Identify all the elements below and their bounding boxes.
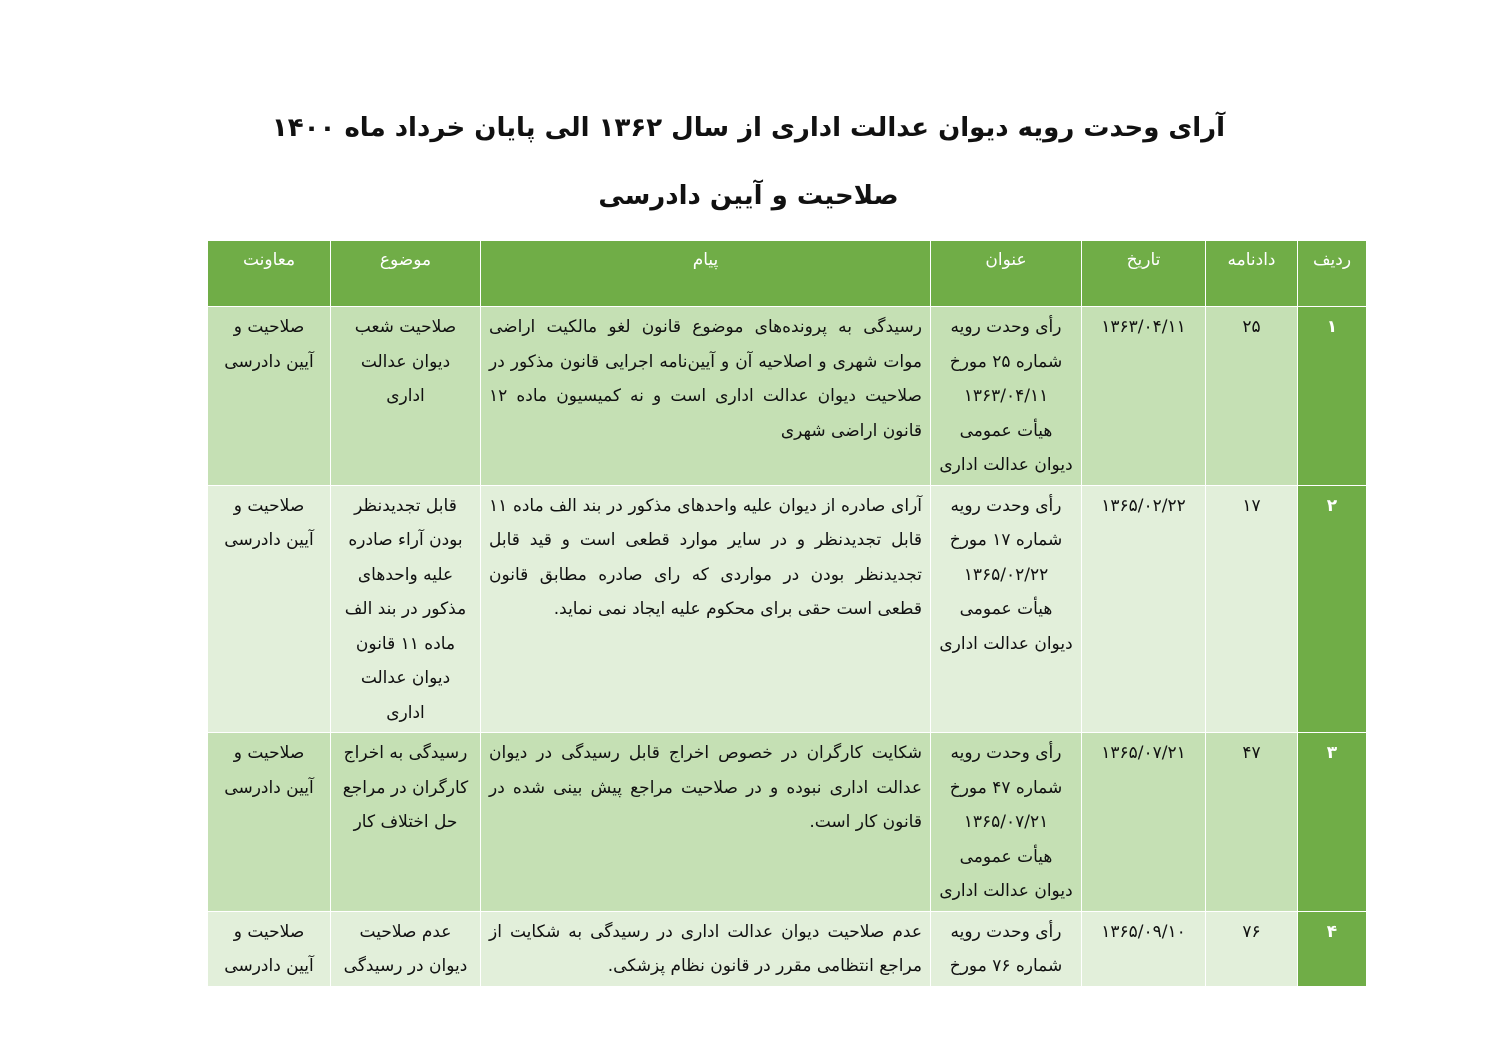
header-subject: موضوع <box>331 241 481 307</box>
heading-cell <box>931 307 1082 486</box>
table-header-row <box>208 241 1367 307</box>
deputy-text: صلاحیت و آیین دادرسی <box>224 317 314 372</box>
votes-table <box>207 240 1367 987</box>
verdict-number-cell: ۲۵ <box>1206 307 1298 486</box>
header-date: تاریخ <box>1082 241 1206 307</box>
page-subtitle: صلاحیت و آیین دادرسی <box>598 181 899 211</box>
date-cell: ۱۳۶۵/۰۷/۲۱ <box>1082 733 1206 912</box>
row-number-cell: ۳ <box>1298 733 1367 912</box>
subject-text: عدم صلاحیت دیوان در رسیدگی <box>343 921 468 976</box>
row-number-cell: ۴ <box>1298 911 1367 986</box>
subject-cell <box>331 307 481 486</box>
deputy-text: صلاحیت و آیین دادرسی <box>224 495 314 550</box>
subject-cell <box>331 485 481 733</box>
table-row <box>208 733 1367 912</box>
header-verdict-number: دادنامه <box>1206 241 1298 307</box>
heading-cell <box>931 911 1082 986</box>
message-cell: شکایت کارگران در خصوص اخراج قابل رسیدگی در دیوان عدالت اداری نبوده و در صلاحیت مراجع پیش بینی شده در قانون کار است. <box>481 733 931 912</box>
message-cell: رسیدگی به پرونده‌های موضوع قانون لغو مالکیت اراضی موات شهری و اصلاحیه آن و آیین‌نامه اجرایی قانون مذکور در صلاحیت دیوان عدالت اداری است و نه کمیسیون ماده ۱۲ قانون اراضی شهری <box>481 307 931 486</box>
subject-text: رسیدگی به اخراج کارگران در مراجع حل اختلاف کار <box>342 743 469 832</box>
heading-cell <box>931 733 1082 912</box>
row-number-cell: ۲ <box>1298 485 1367 733</box>
subject-text: صلاحیت شعب دیوان عدالت اداری <box>354 317 457 406</box>
message-cell: عدم صلاحیت دیوان عدالت اداری در رسیدگی به شکایت از مراجع انتظامی مقرر در قانون نظام پزشکی. <box>481 911 931 986</box>
message-cell: آرای صادره از دیوان علیه واحدهای مذکور در بند الف ماده ۱۱ قابل تجدیدنظر و در سایر موارد قطعی است و قید قابل تجدیدنظر بودن در مواردی که رای صادره مطابق قانون قطعی است حقی برای محکوم علیه ایجاد نمی نماید. <box>481 485 931 733</box>
date-cell: ۱۳۶۳/۰۴/۱۱ <box>1082 307 1206 486</box>
deputy-text: صلاحیت و آیین دادرسی <box>224 743 314 798</box>
deputy-cell <box>208 307 331 486</box>
heading-text: رأی وحدت رویه شماره ۴۷ مورخ ۱۳۶۵/۰۷/۲۱ هیأت عمومی دیوان عدالت اداری <box>939 743 1073 901</box>
table-row <box>208 911 1367 986</box>
heading-text: رأی وحدت رویه شماره ۱۷ مورخ ۱۳۶۵/۰۲/۲۲ هیأت عمومی دیوان عدالت اداری <box>939 495 1073 654</box>
heading-text: رأی وحدت رویه شماره ۷۶ مورخ <box>949 921 1063 976</box>
header-deputy: معاونت <box>208 241 331 307</box>
header-message: پیام <box>481 241 931 307</box>
verdict-number-cell: ۴۷ <box>1206 733 1298 912</box>
deputy-text: صلاحیت و آیین دادرسی <box>224 921 314 976</box>
row-number-cell: ۱ <box>1298 307 1367 486</box>
table-row <box>208 485 1367 733</box>
deputy-cell <box>208 485 331 733</box>
deputy-cell <box>208 911 331 986</box>
table-row <box>208 307 1367 486</box>
date-cell: ۱۳۶۵/۰۲/۲۲ <box>1082 485 1206 733</box>
subject-cell <box>331 733 481 912</box>
date-cell: ۱۳۶۵/۰۹/۱۰ <box>1082 911 1206 986</box>
heading-cell <box>931 485 1082 733</box>
subject-text: قابل تجدیدنظر بودن آراء صادره علیه واحدهای مذکور در بند الف ماده ۱۱ قانون دیوان عدالت اداری <box>344 495 467 723</box>
heading-text: رأی وحدت رویه شماره ۲۵ مورخ ۱۳۶۳/۰۴/۱۱ هیأت عمومی دیوان عدالت اداری <box>939 317 1073 475</box>
page-title: آرای وحدت رویه دیوان عدالت اداری از سال ۱۳۶۲ الی پایان خرداد ماه ۱۴۰۰ <box>271 113 1226 143</box>
header-heading: عنوان <box>931 241 1082 307</box>
subject-cell <box>331 911 481 986</box>
header-row-number: ردیف <box>1298 241 1367 307</box>
deputy-cell <box>208 733 331 912</box>
verdict-number-cell: ۷۶ <box>1206 911 1298 986</box>
verdict-number-cell: ۱۷ <box>1206 485 1298 733</box>
